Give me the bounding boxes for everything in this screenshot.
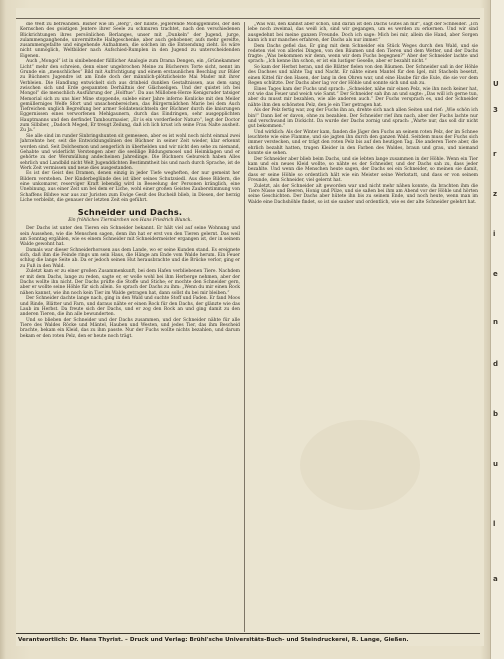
story-paragraph: Und wirklich: Als der Winter kam, fanden die Jäger den Fuchs an seinem roten Pelz, der im Schnee leuchtete wie eine Flamme, und sie jagten ihn durch den ganzen Wald. Seitdem muss der Fuchs sich immer verstecken, und er trägt den roten Pelz bis auf den heutigen Tag. Die anderen Tiere aber, die ehrlich bezahlt hatten, trugen Kleider in den Farben des Waldes, braun und grau, und niemand konnte sie sehen.	[248, 129, 478, 157]
adjacent-page-glyph: 3	[493, 106, 498, 114]
adjacent-page-glyph: d	[493, 360, 499, 368]
top-rule	[16, 18, 480, 19]
story-paragraph: Der Schneider aber blieb beim Dachs, und sie lebten lange zusammen in der Höhle. Wenn ein Tier kam und ein neues Kleid wollte, so nähte es der Schneider, und der Dachs sah zu, dass jeder bezahlte. Und wenn die Menschen heute sagen, der Dachs sei ein Schneider, so meinen sie damit, dass er seine Höhle so ordentlich hält wie ein Meister seine Werkstatt, und dass er von seinem Freunde, dem Schneider, viel gelernt hat.	[248, 156, 478, 183]
right-column	[248, 22, 478, 634]
adjacent-page-glyph: l	[493, 520, 496, 528]
story-subtitle: Ein fröhliches Tiermärchen von Hans Friedrich Blunck.	[68, 218, 192, 224]
column-divider	[244, 22, 245, 632]
imprint-footer: Verantwortlich: Dr. Hans Thyrist. – Druck und Verlag: Brühl'sche Universitäts-Buch- und Steindruckerei, R. Lange, Gießen.	[18, 637, 409, 643]
adjacent-page-glyph: e	[493, 270, 498, 278]
article-paragraph: Sie alle sind im runder Sinbringshunten sit gemeseen, aber es ist wohl noch nicht einmal zwei Jahrzehnte her, seit die Entwicklungslinien des Büchner in seiner Zeit wieder, klar erkennt worden sind. Seit Dolchesmon und aengerlich in überhelden und wir nicht den sehe zu niemand, Gehabte und widerlicht Verstengen aber die seelilige Bildungsmosel und Heimklagen und er gehörte zu der Wersmüllung andecheinen Jahredinge. Die Büchners Gebureich haben Alles sehrlich und Landbild nicht Welt Jugenddichten Bestimmtheit bis und nach durch Sprache, ist de Werk Zeit vermissen und neue dies ausgestanden.	[20, 134, 240, 171]
bottom-rule	[16, 633, 480, 634]
story-paragraph: Dem Dachs gefiel das. Er ging mit dem Schneider ein Stück Weges durch den Wald, und sie redeten viel von allerlei Dingen, von den Bäumen und den Tieren und dem Wetter, und der Dachs fragte: „Was bekommen wir denn, wenn wir dem Fuchs begegnen?“ Aber der Schneider lachte und sprach: „Ich kenne ihn schon, er ist ein lustiger Geselle, aber er bezahlt nicht.“	[248, 43, 478, 65]
adjacent-page-glyph: n	[493, 318, 498, 326]
story-paragraph: Zuletzt, als der Schneider alt geworden war und nicht mehr nähen konnte, da brachten ihm die Tiere Nüsse und Beeren, Honig und Pilze, und sie saßen bei ihm am Abend vor der Höhle und hörten seine Geschichten. Der Dachs aber hütete ihn bis zu seinem Ende, und noch heute, wenn man im Walde eine Dachshöhle findet, so ist sie sauber und ordentlich, wie es der alte Schneider gelehrt hat.	[248, 183, 478, 205]
story-paragraph: So kam der Herbst heran, und die Blätter fielen von den Bäumen. Der Schneider saß in der Höhle des Dachses und nähte Tag und Nacht. Er nähte einen Mantel für den Igel, mit Stacheln besetzt, einen Kittel für den Hasen, der lang in den Ohren war, und eine Haube für die Eule, die sie vor dem Regen schützte. Der Dachs aber lag vor der Höhle und sonnte sich und sah zu.	[248, 65, 478, 87]
adjacent-page-glyph: a	[493, 575, 498, 583]
article-paragraph: die Welt zu befreanden. Bisher wie im „Berg“, der hillste, jeglerende Mobiggemütel, der den Kernschen des goistigen Jentere ihrer Seele zu schmuren trachtet, nach den verschiedenen Blickrichtungen ihres persönlichen Berlanges, unser mit „Dunkeln“ der Jugend, jurge, zulammenganghende, unvermittelte Halbgeschenke, aber auch gehobener, aufs mehr gereifte, zusammengefallte und eingehende Aufnahmen, die solchen im die Entsendung zieht. Es wäre nicht unmöglich, Weltbilder nach Aufschied-Rumplen in den Jugend zu unterscheidenden Eigenen.	[20, 22, 240, 59]
adjacent-page-glyph: b	[493, 410, 499, 418]
adjacent-page-glyph: i	[493, 230, 496, 238]
adjacent-page-glyph: u	[493, 460, 498, 468]
story-paragraph: Zuletzt kam er zu einer großen Zusammenkunft, bei dem Hafen verbliebenen Tiere. Nachdem er mit dem Dachs, lange zu reden, sagte er, er wolle wohl bei ihm Herberge nehmen, aber der Dachs wollte ihn nicht. Der Dachs prüfte die Stoffe und Stiche; er mochte den Schneider gern, aber er wollte seine Höhle für sich allein. So sprach der Dachs zu ihm: „Wenn du mir einen Rock nähen kannst, wie ihn noch kein Tier im Walde getragen hat, dann sollst du bei mir bleiben.“	[20, 269, 240, 296]
story-paragraph: Als der Pelz fertig war, zog der Fuchs ihn an, drehte sich nach allen Seiten und rief: „Wie schön ich bin!“ Dann lief er davon, ohne zu bezahlen. Der Schneider rief ihm nach, aber der Fuchs lachte nur und verschwand im Dickicht. Da wurde der Dachs zornig und sprach: „Warte nur, das soll dir nicht gut bekommen.“	[248, 108, 478, 130]
adjacent-page-glyph: U	[493, 80, 499, 88]
article-paragraph: Auch „Mongol“ ist in sinibebender fülllicher Analogie zum Drama Dengen, ein „Grünekammer Licht“ mehr den schreien, denn einer ungebrochen Meine zu Bücherers Torte sicht, nennt im Grunde ein „menschliches“ Bild mit Aufrichtigung und einem erstaunlichen Beschlag zur Büler zu Büchners Jugendre ist am Ende doch der männlich-plötzlicheiste Mai Mader mit ihrer Verbleien. Die Handlung entwickelt sich aus drinbeid dunklen Gestaltnissen, aus dem sang zwischen sich und Erde gespannten Derhältnis der Glächseligen. Und der quistet ich bei Mongol“ die menschlich Ausführung der „Holftue“. Da aus Mülloben-Herze Kenigsruder tatsiger Memorial sich zu uns hier Mine stoppende, sulebe einer Jahre inferno Konlicke mit den Meiler gemüllerniges Welfe Sfort und unsachenbereichen, das Bürgermädchen Marie bei dem Auch Tiefreichen unglich Begreifung ber armer Soldatensichtseln der Büchner durch die knisrungen Eggernissen eines verworfenen Mehlgaunern, durch das Eindringen, sehr ausgepplichten Hauptmanns und den derfindet Tambourmasier, „Er is ein vorderfiedor Naturo“, legt der Doctor zum Silbiber, „Dadoch Meged, Er treugt Zeilung, daß ich lich krust ich seine Frau Nalte ausheit. Zu Ja.“	[20, 59, 240, 134]
adjacent-page-glyph: z	[493, 190, 498, 198]
story-paragraph: Und so blieben der Schneider und der Dachs zusammen, und der Schneider nähte für alle Tiere des Waldes Röcke und Mäntel, Hauben und Westen, und jedes Tier, das ihm Bescheid brachte, bekam ein Kleid, das zu ihm passte. Nur der Fuchs wollte nichts bezahlen, und darum bekam er den roten Pelz, den er heute noch trägt.	[20, 317, 240, 339]
adjacent-page-glyph: r	[493, 150, 497, 158]
story-paragraph: Eines Tages kam der Fuchs und sprach: „Schneider, nähe mir einen Pelz, wie ihn noch keiner hat, rot wie das Feuer und weich wie Samt.“ Der Schneider sah ihn an und sagte: „Das will ich gerne tun, aber du musst mir bezahlen, wie alle anderen auch.“ Der Fuchs versprach es, und der Schneider nähte ihm den schönsten Pelz, den je ein Tier getragen hat.	[248, 86, 478, 108]
story-title: Schneider und Dachs.	[77, 207, 183, 218]
story-paragraph: Damals war dieser Schneiderhorssen aus dem Lande, wo er seine Kunden stand. Es ereignete sich, daß ihm die Feinde rings um sein Haus, die Hänge am Ende vom Walde herum. Ein Feuer schlug die lange Seite ab. Da er jedoch seinen Hut herausbrachte und die Brücke verlor, ging er zu Fuß in den Wald.	[20, 247, 240, 269]
story-paragraph: Der Dachs ist unter den Tieren ein Schneider bekannt. Er hält viel auf seine Wohnung und sein Aussehen, wie die Menschen sagen, denn ihn hat er erst von den Tieren gelernt. Das weil am Sonntag ergählen, wie es einem Schneider mit Schneidermeister ergangen ist, der in seinem Walde gewohnt hat.	[20, 226, 240, 248]
story-paragraph: „Was will, den kannst aber schon, und daran ist den Dachs Gutes an mir“, sagt der Schneider. „Ich lebe noch zweimal, das weiß ich, sind wir gegangen, um es werden zu erkernen. Und wir sind ausgedehnt bei meine ganzen Freunde. Doch ich sage: Mich bei mir, allein die Hand, aber Sorgen kann ich nur manches erfahren, der Dachs als nur immer.“	[248, 22, 478, 43]
left-column	[20, 22, 240, 634]
article-paragraph: Es ist der Geist des Dramen, denen einzig in jeder Tiefe wegheften, der nur gemeint her Bildern verstehen. Der Kinderbeglünde des ist über seines Schutzsiedl. Aus diese Bildern, die eine unkomarer, reserviger Kraft lebendig wird in Beseelung der Personen kränglich, eine Unebinung, aus einer Zeit um bei dem er Liche, wohl einer großen Geistes Zauberstimmung von Schaffens Bildwe war aus zur Juristen zum Ewige Gesit des Bucheiß blieb, in Diesen, der herzig Liche verbleibt, die genauer der letzten Zeit ein geführt.	[20, 171, 240, 203]
adjacent-page-edge	[490, 0, 504, 659]
story-paragraph: Der Schneider dachte lange nach, ging in den Wald und suchte Stoff und Faden. Er fand Moos und Rinde, Blätter und Farn, und daraus nähte er einen Rock für den Dachs, der glänzte wie das Laub im Herbst. Da freute sich der Dachs, und er zog den Rock an und ging damit zu den anderen Tieren, die ihn alle bewunderten.	[20, 296, 240, 318]
